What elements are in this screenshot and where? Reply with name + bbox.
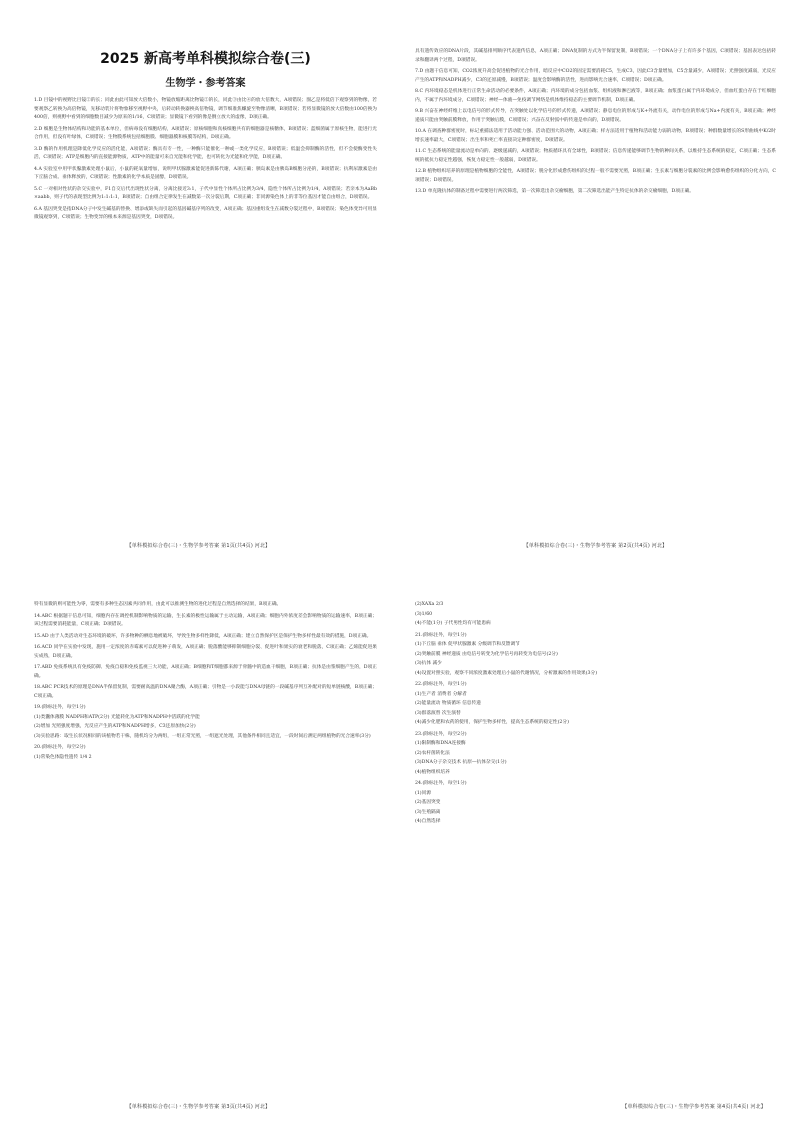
answer-paragraph: (4)设置对照实验，观察不同浓度激素处理后小鼠的代谢情况，分析激素的作用效果(3分): [415, 670, 598, 676]
answer-paragraph: 1.D 目镜中的视野比目镜②的长；同此由此可知放大倍数小，物镜放缩距离比物镜②的长，同此③由比④的放大倍数大，A项错误；图乙是将低倍下观察到的物像，若要观察乙转换为高倍物镜，先移动装片将物象移至视野中央，后转动转换器换高倍物镜，调节细准焦螺旋至物像清晰，B项错误；若将显微镜的放大倍数由100倍换为400倍，则视野中看到的细胞数目减少为原来的1/16，C项错误；显微镜下看到的像是倒立放大的虚像，D项正确。: [34, 98, 377, 120]
answer-paragraph: 19.(除标注外，每空1分): [34, 705, 86, 710]
answer-paragraph: (3)生殖隔离: [415, 809, 441, 815]
answer-paragraph: 10.A 在调查种群密度时，标记重捕法适用于活动能力强、活动范围大的动物，A项正确；样方法适用于植物和活动能力弱的动物，B项错误；种群数量增长的S形曲线中K/2时增长速率最大，C项错误；出生率和死亡率直接决定种群密度，D项错误。: [415, 129, 776, 143]
answer-paragraph: (3)实验思路：取生长状况相同的该植物若干株，随机均分为两组，一组正常光照，一组遮光处理，其他条件相同且适宜，一段时间后测定两组植物的光合速率(3分): [34, 733, 371, 739]
page-2: [397, 0, 794, 561]
answer-paragraph: 具有遗传效应的DNA片段，其碱基排列顺序代表遗传信息，A项正确；DNA复制的方式为半保留复制，B项错误；一个DNA分子上有许多个基因，C项错误；基因表达包括转录和翻译两个过程，D项错误。: [415, 49, 776, 63]
answer-paragraph: (4)不能(1分) 子代男性均有可能患病: [415, 621, 491, 626]
answer-paragraph: (3)1/60: [415, 611, 433, 617]
answer-paragraph: (1)常染色体隐性遗传 1/4 2: [34, 754, 92, 760]
answer-paragraph: 21.(除标注外，每空1分): [415, 632, 467, 638]
answer-paragraph: (4)减少化肥和农药的使用，保护生物多样性，提高生态系统的稳定性(2分): [415, 720, 569, 725]
page-3: [0, 561, 397, 1122]
page-4: [397, 561, 794, 1122]
page-footer: 【单科模拟综合卷(三)・生物学参考答案 第2页(共4页) 河北】: [523, 543, 668, 549]
answer-paragraph: 7.D 由题干信息可知，CO2浓度升高会促进植物的光合作用，暗反应中CO2的固定需要消耗C5，生成C3，因此C3含量增加，C5含量减少，A项错误；光照强度减弱，光反应产生的ATP和NADPH减少，C3的还原减慢，B项错误；温度会影响酶的活性，进而影响光合速率，C项错误；D项正确。: [415, 69, 776, 83]
doc-title: 2025 新高考单科模拟综合卷(三): [100, 51, 311, 67]
answer-paragraph: 8.C 内环境稳态是机体进行正常生命活动的必要条件，A项正确；内环境的成分包括血浆、组织液和淋巴液等，B项正确；血浆蛋白属于内环境成分，但血红蛋白存在于红细胞内，不属于内环境成分，C项错误；神经—体液—免疫调节网络是机体维持稳态的主要调节机制，D项正确。: [415, 89, 776, 103]
answer-paragraph: (2)突触前膜 神经递质 由电信号转变为化学信号再转变为电信号(2分): [415, 651, 558, 657]
answer-paragraph: 4.A 实验室中用甲状腺激素处理小鼠后，小鼠的耗氧量增加，说明甲状腺激素能促进新陈代谢，A项正确；胰岛素是由胰岛B细胞分泌的，B项错误；抗利尿激素是由下丘脑合成、垂体释放的，C项错误；性激素的化学本质是固醇，D项错误。: [34, 166, 377, 180]
answer-paragraph: 17.ABD 免疫系统具有免疫防御、免疫自稳和免疫监视三大功能，A项正确；B细胞和T细胞都来源于骨髓中的造血干细胞，B项正确；抗体是由浆细胞产生的，D项正确。: [34, 665, 377, 679]
doc-subtitle: 生物学・参考答案: [165, 78, 246, 89]
answer-paragraph: 特有显微的则可能性为零，需要有多种生态因素共同作用，由此可以推测生物的进化过程是自然选择的结果，B项正确。: [34, 602, 282, 607]
page-footer: 【单科模拟综合卷(三)・生物学参考答案 第1页(共4页) 河北】: [126, 543, 271, 549]
answer-paragraph: (1)同源: [415, 790, 432, 796]
answer-paragraph: 6.A 基因突变是指DNA分子中发生碱基的替换、增添或缺失而引起的基因碱基序列的改变，A项正确；基因重组发生在减数分裂过程中，B项错误；染色体变异可用显微镜观察到，C项错误；生物变异的根本来源是基因突变，D项错误。: [34, 206, 377, 220]
answer-paragraph: 16.ACD 同学在实验中发现，施用一定浓度的赤霉素可以促进种子萌发，A项正确；脱落酸能够抑制细胞分裂、促进叶和果实的衰老和脱落，C项正确；乙烯能促进果实成熟，D项正确。: [34, 645, 377, 659]
answer-paragraph: 12.B 植物组织培养的原理是植物细胞的全能性，A项错误；脱分化形成愈伤组织的过程一般不需要光照，B项正确；生长素与细胞分裂素的比例会影响愈伤组织的分化方向，C项错误；D项错误。: [415, 169, 776, 183]
answer-paragraph: 23.(除标注外，每空2分): [415, 731, 467, 737]
answer-paragraph: 2.D 细胞是生物体结构和功能的基本单位，但病毒没有细胞结构，A项错误；原核细胞和真核细胞共有的细胞器是核糖体，B项错误；蓝细菌属于原核生物，能进行光合作用，但没有叶绿体，C项错误；生物膜系统包括细胞膜、细胞器膜和核膜等结构，D项正确。: [34, 126, 377, 140]
page-footer: 【单科模拟综合卷(三)・生物学参考答案 第3页(共4页) 河北】: [126, 1104, 271, 1110]
answer-paragraph: (2)农杆菌转化法: [415, 750, 450, 756]
answer-paragraph: (2)XAXa 2/3: [415, 602, 444, 607]
answer-paragraph: 9.B 兴奋在神经纤维上以电信号的形式传导，在突触处以化学信号的形式传递，A项错误；静息电位的形成与K+外流有关，动作电位的形成与Na+内流有关，B项正确；神经递质只能由突触前膜释放，作用于突触后膜，C项错误；兴奋在反射弧中的传递是单向的，D项错误。: [415, 109, 776, 123]
answer-paragraph: (1)下丘脑 垂体 促甲状腺激素 分级调节和反馈调节: [415, 642, 520, 647]
answer-paragraph: 22.(除标注外，每空1分): [415, 682, 467, 687]
answer-paragraph: (3)抗体 减少: [415, 661, 442, 666]
answer-paragraph: (2)能量流动 物质循环 信息传递: [415, 701, 481, 706]
answer-paragraph: 15.AD 由于人类活动对生态环境的破坏，许多物种的栖息地被破坏，导致生物多样性降低，A项正确；建立自然保护区是保护生物多样性最有效的措施，D项正确。: [34, 633, 372, 639]
answer-paragraph: (1)限制酶和DNA连接酶: [415, 741, 466, 746]
answer-paragraph: (1)生产者 消费者 分解者: [415, 691, 467, 697]
answer-paragraph: (2)基因突变: [415, 800, 441, 805]
answer-paragraph: 14.ABC 根据题干信息可知，细胞内存在调控机制影响物质的运输，生长素的极性运输属于主动运输，A项正确；细胞内外浓度差会影响物质的运输速率，B项正确；该过程需要消耗能量，C项正确；D项错误。: [34, 613, 377, 627]
page-footer: 【单科模拟综合卷(三)・生物学参考答案 第4页(共4页) 河北】: [622, 1104, 766, 1110]
answer-paragraph: (3)DNA分子杂交技术 抗原—抗体杂交(1分): [415, 760, 507, 765]
answer-paragraph: 11.C 生态系统的能量流动是单向的、逐级递减的，A项错误；物质循环具有全球性，B项错误；信息传递能够调节生物的种间关系，以维持生态系统的稳定，C项正确；生态系统的抵抗力稳定性越强，恢复力稳定性一般越弱，D项错误。: [415, 149, 776, 163]
answer-paragraph: (3)群落演替 次生演替: [415, 710, 461, 716]
answer-paragraph: (1)类囊体薄膜 NADPH和ATP(2分) 光能转化为ATP和NADPH中活跃的化学能: [34, 714, 200, 720]
answer-paragraph: 3.D 酶的作用机理是降低化学反应的活化能，A项错误；酶具有专一性，一种酶只能催化一种或一类化学反应，B项错误；低温会抑制酶的活性，但不会使酶变性失活，C项错误；ATP是细胞内的直接能源物质，ATP中的能量可来自光能和化学能，也可转化为光能和化学能，D项正确。: [34, 146, 377, 160]
answer-paragraph: (2)增加 光照强度增强，光反应产生的ATP和NADPH增多，C3还原加快(2分): [34, 724, 196, 729]
answer-paragraph: 13.D 单克隆抗体的制备过程中需要进行两次筛选，第一次筛选出杂交瘤细胞，第二次筛选出能产生特定抗体的杂交瘤细胞，D项正确。: [415, 189, 694, 194]
answer-paragraph: 18.ABC PCR技术的原理是DNA半保留复制，需要耐高温的DNA聚合酶，A项正确；引物是一小段能与DNA母链的一段碱基序列互补配对的短单链核酸，B项正确；C项正确。: [34, 685, 377, 699]
answer-paragraph: 5.C 一对相对性状的杂交实验中，F1自交后代出现性状分离，分离比接近3:1，子代中显性个体所占比例为3/4，隐性个体所占比例为1/4，A项错误；若亲本为AaBb×aabb，则子代的表现型比例为1:1:1:1，B项错误；自由组合定律发生在减数第一次分裂后期，C项正确；非同源染色体上的非等位基因才能自由组合，D项错误。: [34, 186, 377, 200]
answer-paragraph: (4)自然选择: [415, 819, 441, 824]
page-1: [0, 0, 397, 561]
answer-paragraph: (4)植物组织培养: [415, 769, 450, 775]
answer-paragraph: 20.(除标注外，每空2分): [34, 745, 86, 750]
answer-paragraph: 24.(除标注外，每空1分): [415, 781, 467, 786]
